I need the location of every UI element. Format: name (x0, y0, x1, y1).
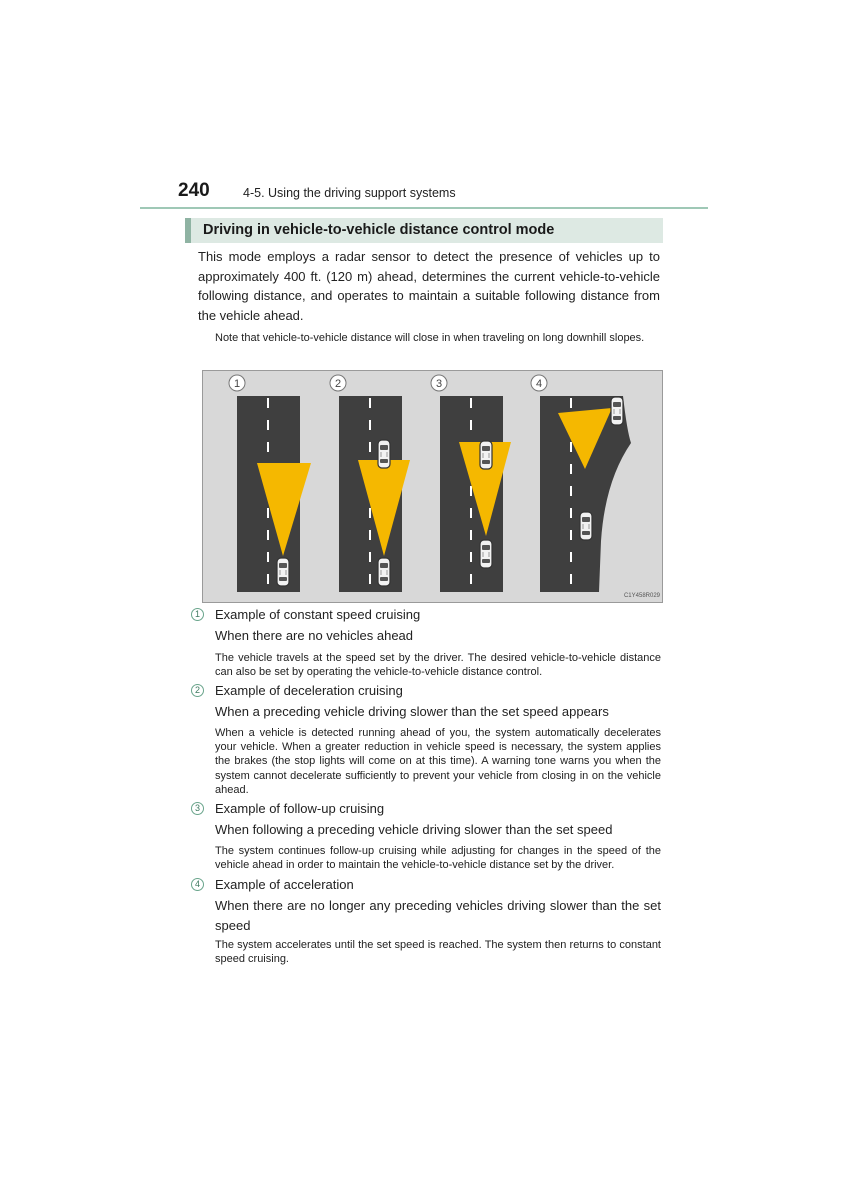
item-number-badge: 4 (191, 878, 204, 891)
panel-3 (431, 375, 511, 592)
panel-4 (531, 375, 631, 592)
intro-paragraph: This mode employs a radar sensor to detect the presence of vehicles up to approximately 400 ft. (120 m) ahead, determines the current vehicle-to-vehicle following distance, and operates to maintain a suitable following distance from the vehicle ahead. (198, 249, 660, 323)
radar-illustration (202, 370, 663, 603)
item-number-badge: 3 (191, 802, 204, 815)
header-divider (140, 207, 708, 209)
page-number: 240 (178, 180, 210, 201)
panel-label-2: 2 (334, 378, 342, 390)
item-title: Example of deceleration cruising (215, 683, 403, 698)
own-vehicle (277, 558, 289, 586)
figure-code: C1Y458R029 (623, 593, 660, 599)
panel-1 (229, 375, 311, 592)
item-subtitle: When there are no vehicles ahead (215, 628, 414, 643)
panel-label-3: 3 (435, 378, 443, 390)
preceding-vehicle (480, 441, 492, 469)
own-vehicle (580, 512, 592, 540)
item-description: The system accelerates until the set speed is reached. The system then returns to constant speed cruising. (215, 939, 661, 966)
panel-label-1: 1 (233, 378, 241, 390)
item-number-badge: 1 (191, 608, 204, 621)
item-title: Example of follow-up cruising (215, 801, 385, 816)
note-paragraph: Note that vehicle-to-vehicle distance will close in when traveling on long downhill slopes. (215, 332, 645, 344)
item-description: When a vehicle is detected running ahead of you, the system automatically decelerates your vehicle. When a greater reduction in vehicle speed is necessary, the system applies the brakes (the stop lights will come on at this time). A warning tone warns you when the system cannot decelerate sufficiently to prevent your vehicle from closing in on the vehicle ahead. (215, 727, 661, 796)
section-title: 4-5. Using the driving support systems (243, 186, 456, 200)
preceding-vehicle (378, 440, 390, 468)
item-description: The system continues follow-up cruising while adjusting for changes in the speed of the vehicle ahead in order to maintain the vehicle-to-vehicle distance set by the driver. (215, 845, 661, 872)
item-subtitle: When a preceding vehicle driving slower than the set speed appears (215, 704, 609, 719)
panel-2 (330, 375, 410, 592)
panel-label-4: 4 (535, 378, 543, 390)
radar-diagram-svg (203, 371, 662, 602)
section-heading: Driving in vehicle-to-vehicle distance control mode (203, 222, 555, 238)
own-vehicle (378, 558, 390, 586)
item-title: Example of acceleration (215, 877, 354, 892)
item-number-badge: 2 (191, 684, 204, 697)
item-title: Example of constant speed cruising (215, 607, 421, 622)
own-vehicle (480, 540, 492, 568)
departing-vehicle (611, 397, 623, 425)
item-subtitle: When following a preceding vehicle driving slower than the set speed (215, 822, 613, 837)
item-description: The vehicle travels at the speed set by the driver. The desired vehicle-to-vehicle distance can also be set by operating the vehicle-to-vehicle distance control. (215, 652, 661, 679)
section-heading-box (185, 218, 663, 243)
item-subtitle: When there are no longer any preceding vehicles driving slower than the set speed (215, 898, 661, 933)
